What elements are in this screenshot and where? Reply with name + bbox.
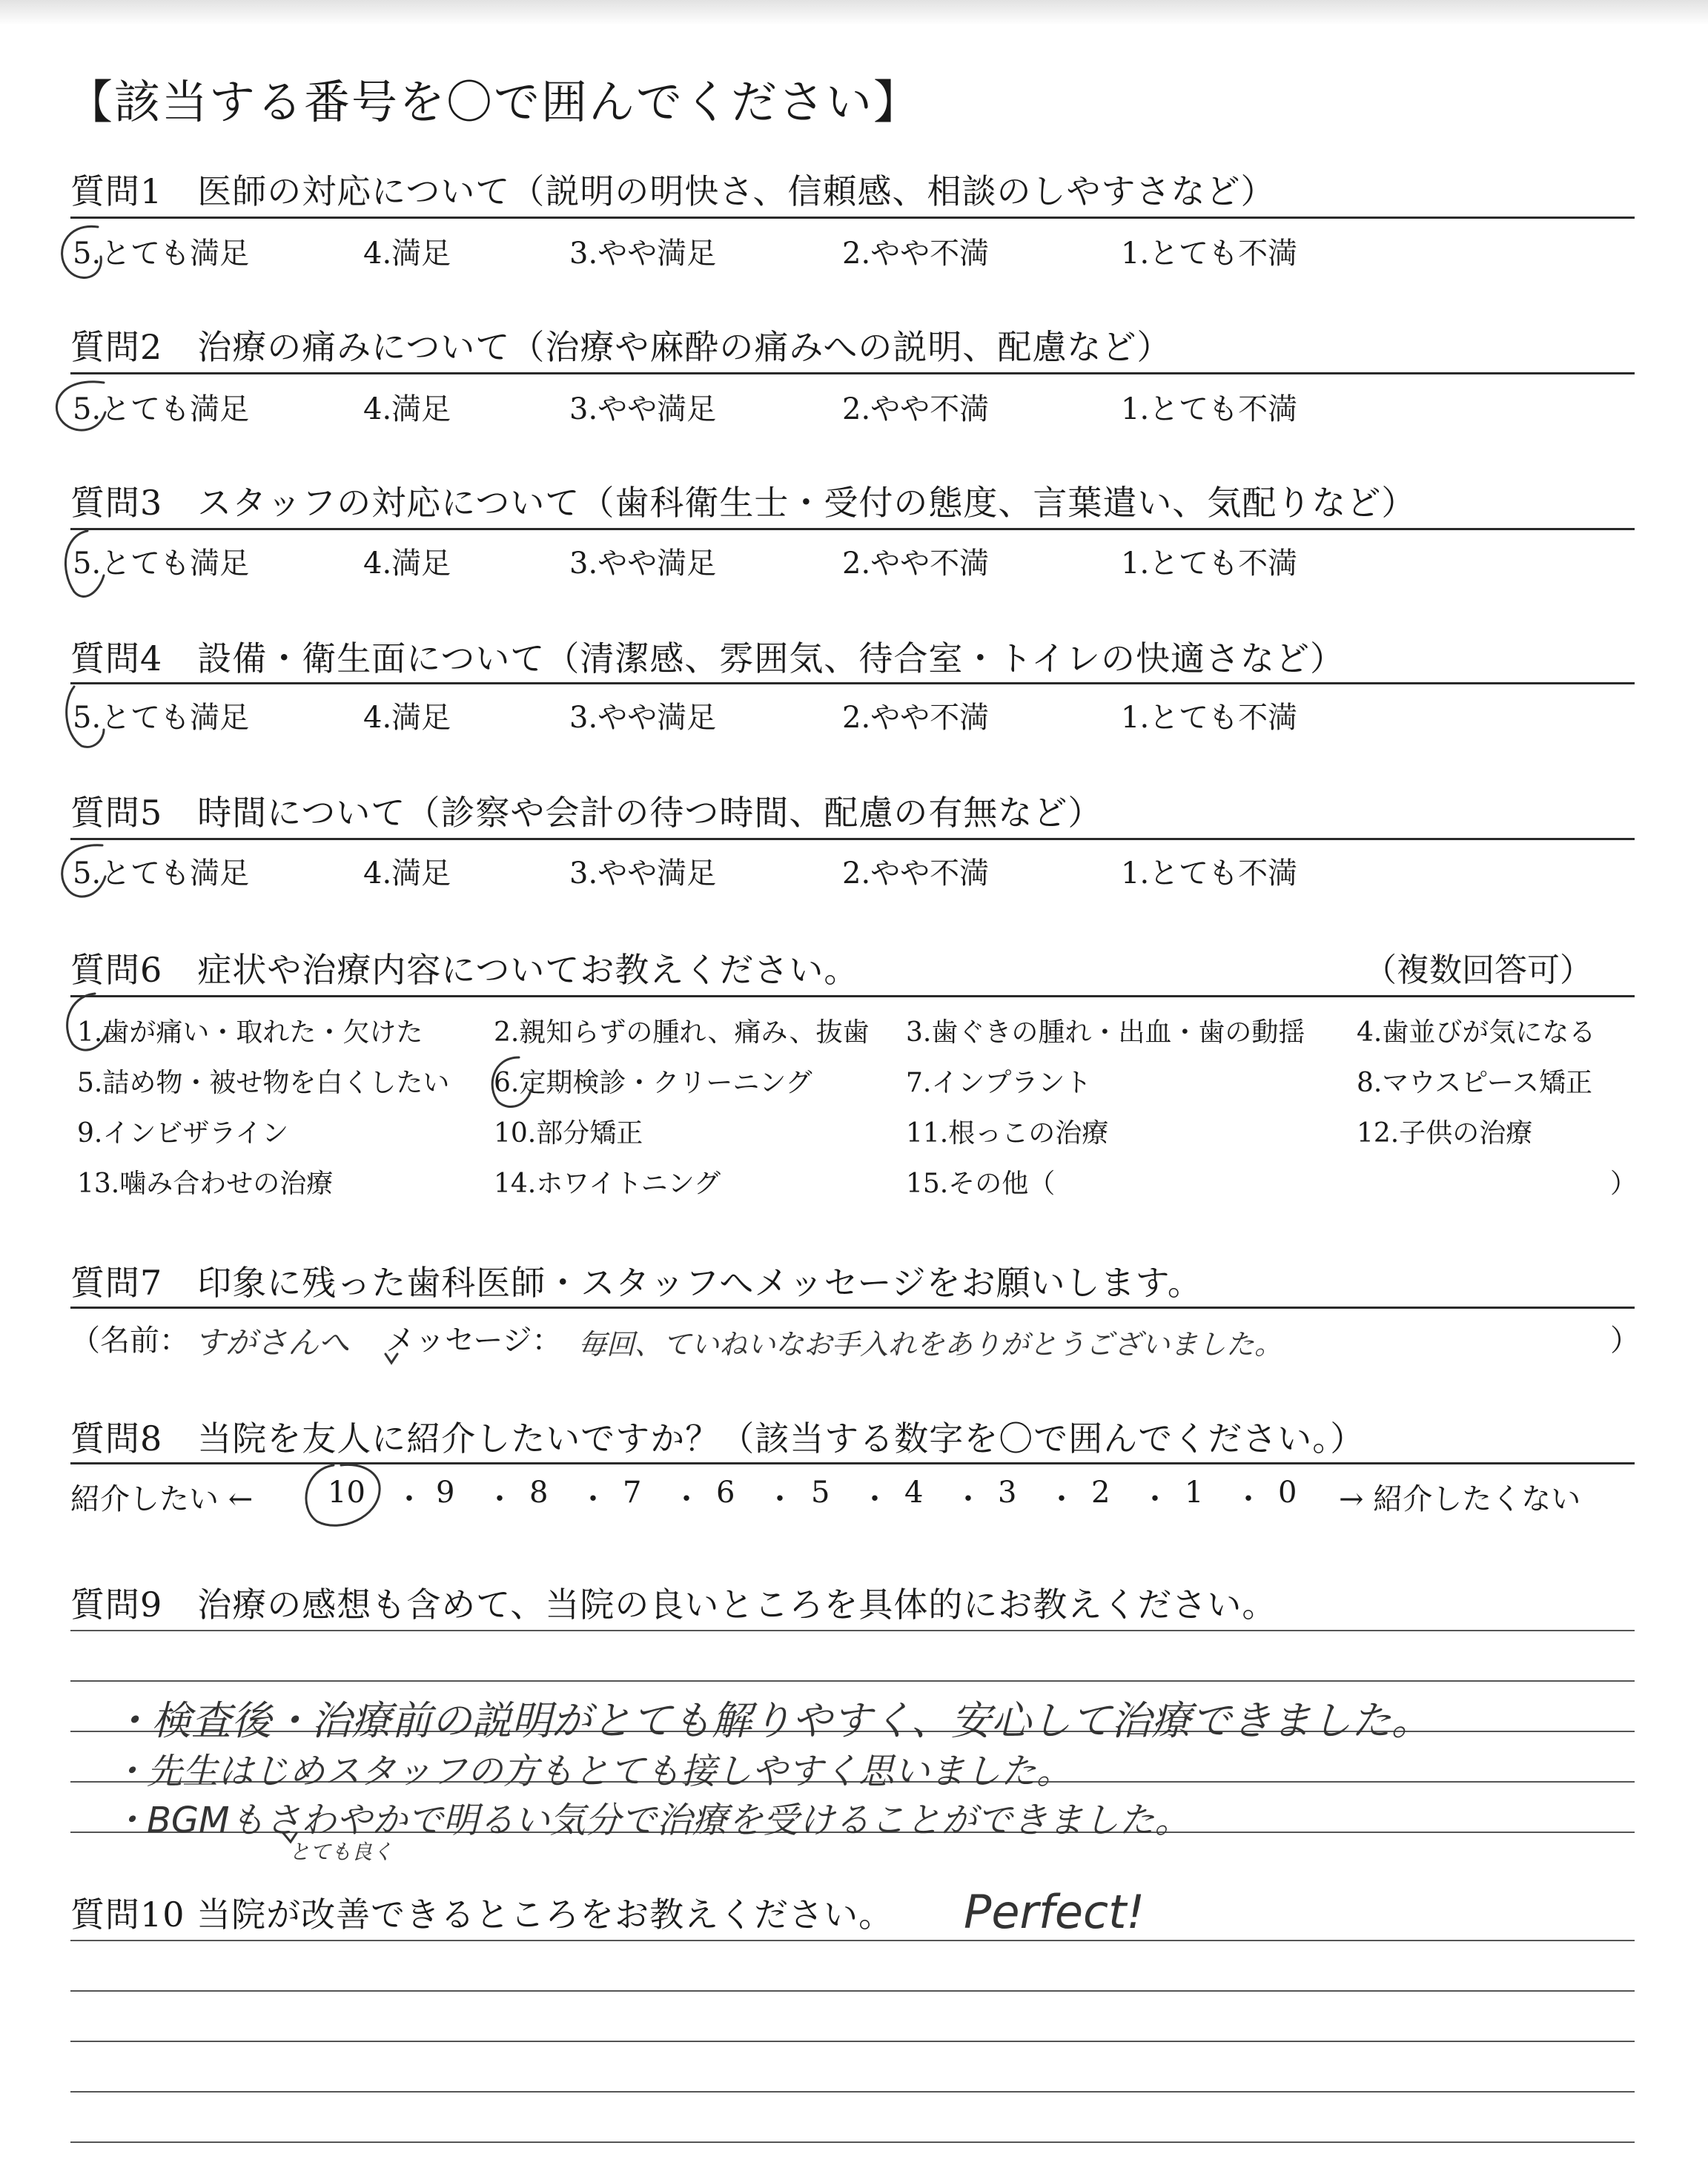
scale-2[interactable]: 2 xyxy=(1091,1476,1110,1510)
message-close-paren: ） xyxy=(1610,1324,1640,1358)
name-label: （名前： xyxy=(70,1324,189,1358)
q3-option-1[interactable]: 1.とても不満 xyxy=(1121,546,1298,581)
q4-answer-circle xyxy=(67,687,104,747)
scale-9[interactable]: 9 xyxy=(436,1476,455,1510)
q4-option-3[interactable]: 3.やや満足 xyxy=(569,701,717,735)
q6-option-6-circle xyxy=(492,1057,531,1107)
q6-option-1-circle xyxy=(67,994,108,1050)
scale-8[interactable]: 8 xyxy=(529,1476,549,1510)
q7-caret-mark xyxy=(385,1354,397,1363)
q6-option-4[interactable]: 4.歯並びが気になる xyxy=(1357,1017,1596,1048)
scale-dot: ・ xyxy=(485,1482,514,1516)
q3-option-2[interactable]: 2.やや不満 xyxy=(842,546,990,581)
q9-caret-mark xyxy=(283,1833,297,1842)
q1-option-2[interactable]: 2.やや不満 xyxy=(842,237,990,271)
q4-option-5[interactable]: 5.とても満足 xyxy=(73,701,250,735)
scale-6[interactable]: 6 xyxy=(716,1476,735,1510)
question-5-title: 質問5 時間について（診察や会計の待つ時間、配慮の有無など） xyxy=(70,793,1103,833)
q9-answer-line-3[interactable]: ・BGMもさわやかで明るい気分で治療を受けることができました。 xyxy=(111,1800,1191,1841)
scale-5[interactable]: 5 xyxy=(811,1476,830,1510)
q9-answer-line-2[interactable]: ・先生はじめスタッフの方もとても接しやすく思いました。 xyxy=(111,1751,1073,1792)
scale-4[interactable]: 4 xyxy=(904,1476,924,1510)
q3-option-4[interactable]: 4.満足 xyxy=(363,546,451,581)
scale-10[interactable]: 10 xyxy=(328,1476,365,1510)
scale-dot: ・ xyxy=(578,1482,608,1516)
q4-option-1[interactable]: 1.とても不満 xyxy=(1121,701,1298,735)
message-label: メッセージ： xyxy=(385,1324,562,1358)
name-handwritten[interactable]: すがさんへ xyxy=(194,1324,350,1361)
q1-answer-circle xyxy=(62,226,102,277)
q3-option-3[interactable]: 3.やや満足 xyxy=(569,546,717,581)
q1-option-5[interactable]: 5.とても満足 xyxy=(73,237,250,271)
q6-option-2[interactable]: 2.親知らずの腫れ、痛み、抜歯 xyxy=(494,1017,870,1048)
q5-option-3[interactable]: 3.やや満足 xyxy=(569,856,717,891)
scale-dot: ・ xyxy=(953,1482,983,1516)
q6-option-5[interactable]: 5.詰め物・被せ物を白くしたい xyxy=(77,1068,450,1098)
q10-answer-handwritten[interactable]: Perfect! xyxy=(964,1885,1145,1939)
message-handwritten[interactable]: 毎回、ていねいなお手入れをありがとうございました。 xyxy=(578,1328,1283,1361)
page-title: 【該当する番号を〇で囲んでください】 xyxy=(67,75,921,129)
q1-option-4[interactable]: 4.満足 xyxy=(363,237,451,271)
q6-option-1[interactable]: 1.歯が痛い・取れた・欠けた xyxy=(77,1017,423,1048)
question-9-title: 質問9 治療の感想も含めて、当院の良いところを具体的にお教えください。 xyxy=(70,1585,1277,1625)
q8-10-circle xyxy=(306,1464,380,1525)
q2-option-4[interactable]: 4.満足 xyxy=(363,392,451,426)
q3-answer-circle xyxy=(65,531,104,596)
q2-answer-circle xyxy=(56,382,105,430)
q4-option-4[interactable]: 4.満足 xyxy=(363,701,451,735)
q2-option-3[interactable]: 3.やや満足 xyxy=(569,392,717,426)
q5-option-4[interactable]: 4.満足 xyxy=(363,856,451,891)
recommend-right-label: → 紹介したくない xyxy=(1339,1482,1581,1516)
question-10-title: 質問10 当院が改善できるところをお教えください。 xyxy=(70,1895,894,1935)
q6-option-13[interactable]: 13.噛み合わせの治療 xyxy=(77,1169,334,1199)
question-1-title: 質問1 医師の対応について（説明の明快さ、信頼感、相談のしやすさなど） xyxy=(70,171,1276,211)
scale-3[interactable]: 3 xyxy=(998,1476,1017,1510)
q4-option-2[interactable]: 2.やや不満 xyxy=(842,701,990,735)
scale-dot: ・ xyxy=(765,1482,795,1516)
question-4-title: 質問4 設備・衛生面について（清潔感、雰囲気、待合室・トイレの快適さなど） xyxy=(70,638,1345,678)
q3-option-5[interactable]: 5.とても満足 xyxy=(73,546,250,581)
q6-option-12[interactable]: 12.子供の治療 xyxy=(1357,1118,1533,1149)
q6-option-9[interactable]: 9.インビザライン xyxy=(77,1118,289,1149)
q5-option-1[interactable]: 1.とても不満 xyxy=(1121,856,1298,891)
q1-option-1[interactable]: 1.とても不満 xyxy=(1121,237,1298,271)
q6-option-14[interactable]: 14.ホワイトニング xyxy=(494,1169,721,1199)
scale-0[interactable]: 0 xyxy=(1278,1476,1297,1510)
scale-dot: ・ xyxy=(1140,1482,1170,1516)
q6-option-7[interactable]: 7.インプラント xyxy=(906,1068,1092,1098)
q1-option-3[interactable]: 3.やや満足 xyxy=(569,237,717,271)
q9-insertion-note: とても良く xyxy=(289,1840,394,1864)
q5-option-5[interactable]: 5.とても満足 xyxy=(73,856,250,891)
question-3-title: 質問3 スタッフの対応について（歯科衛生士・受付の態度、言葉遣い、気配りなど） xyxy=(70,483,1417,523)
scale-dot: ・ xyxy=(1047,1482,1076,1516)
q6-option-15[interactable]: 15.その他（ xyxy=(906,1169,1056,1199)
q2-option-1[interactable]: 1.とても不満 xyxy=(1121,392,1298,426)
scale-dot: ・ xyxy=(1234,1482,1263,1516)
scale-dot: ・ xyxy=(394,1482,424,1516)
q6-option-10[interactable]: 10.部分矯正 xyxy=(494,1118,643,1149)
scale-dot: ・ xyxy=(672,1482,701,1516)
q2-option-2[interactable]: 2.やや不満 xyxy=(842,392,990,426)
q6-option-8[interactable]: 8.マウスピース矯正 xyxy=(1357,1068,1593,1098)
recommend-left-label: 紹介したい ← xyxy=(70,1482,254,1516)
question-6-title: 質問6 症状や治療内容についてお教えください。 xyxy=(70,950,859,990)
q5-answer-circle xyxy=(62,845,105,896)
q9-answer-line-1[interactable]: ・検査後・治療前の説明がとても解りやすく、安心して治療できました。 xyxy=(111,1697,1431,1744)
q5-option-2[interactable]: 2.やや不満 xyxy=(842,856,990,891)
scale-7[interactable]: 7 xyxy=(623,1476,642,1510)
multiple-answers-note: （複数回答可） xyxy=(1364,951,1592,989)
scale-1[interactable]: 1 xyxy=(1185,1476,1204,1510)
question-8-title: 質問8 当院を友人に紹介したいですか？（該当する数字を〇で囲んでください。） xyxy=(70,1418,1366,1459)
scale-dot: ・ xyxy=(860,1482,890,1516)
question-7-title: 質問7 印象に残った歯科医師・スタッフへメッセージをお願いします。 xyxy=(70,1263,1202,1303)
q2-option-5[interactable]: 5.とても満足 xyxy=(73,392,250,426)
q6-other-close-paren: ） xyxy=(1610,1169,1638,1199)
q6-option-6[interactable]: 6.定期検診・クリーニング xyxy=(494,1068,812,1098)
question-2-title: 質問2 治療の痛みについて（治療や麻酔の痛みへの説明、配慮など） xyxy=(70,327,1172,367)
q6-option-3[interactable]: 3.歯ぐきの腫れ・出血・歯の動揺 xyxy=(906,1017,1305,1048)
q6-option-11[interactable]: 11.根っこの治療 xyxy=(906,1118,1109,1149)
